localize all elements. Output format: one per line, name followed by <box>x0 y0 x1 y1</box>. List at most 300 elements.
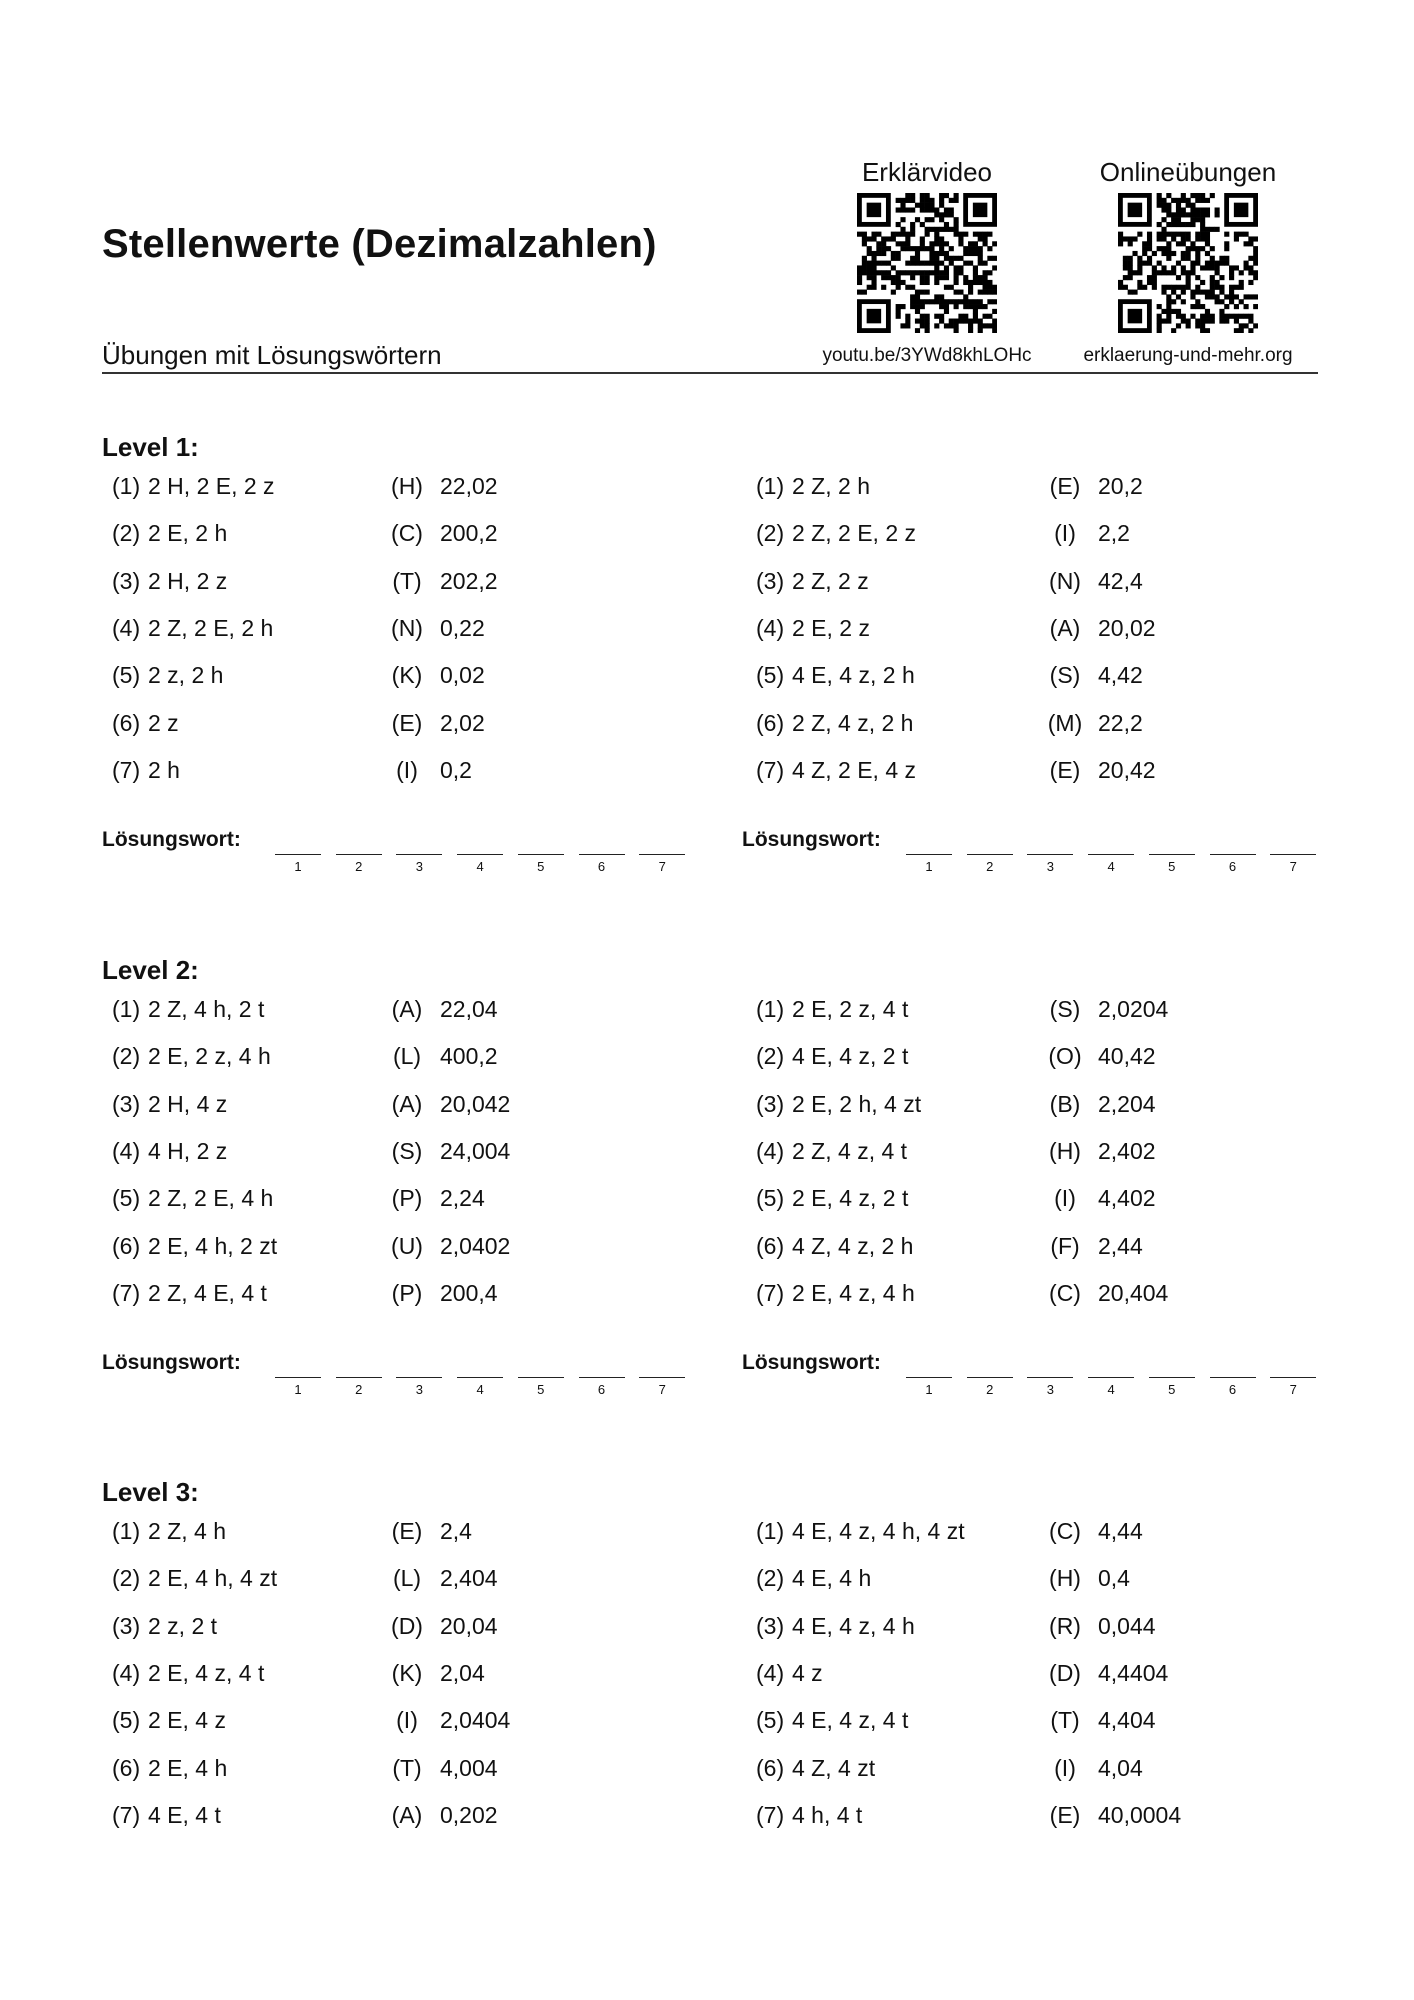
option-letter: (N) <box>391 614 423 641</box>
answer-option <box>382 1185 485 1212</box>
solution-letter-slot[interactable] <box>1210 1377 1256 1378</box>
solution-slot-number: 2 <box>986 859 994 874</box>
exercise-item <box>112 996 264 1023</box>
exercise-item <box>756 473 870 500</box>
exercise-text: 2 Z, 2 E, 2 h <box>148 614 274 641</box>
option-letter: (U) <box>391 1232 423 1259</box>
exercise-item <box>756 1185 908 1212</box>
exercise-text: 4 Z, 4 zt <box>792 1754 876 1781</box>
exercise-item <box>756 1802 862 1829</box>
option-letter: (D) <box>391 1612 423 1639</box>
answer-option <box>382 662 485 689</box>
option-value: 22,02 <box>440 473 498 499</box>
solution-word-label-right: Lösungswort: <box>742 1351 881 1374</box>
exercise-number: (7) <box>756 1279 785 1306</box>
answer-option <box>382 1043 498 1070</box>
exercise-number: (5) <box>756 1185 785 1212</box>
answer-option <box>382 1755 498 1782</box>
exercise-text: 2 z, 2 t <box>148 1612 218 1639</box>
option-value: 2,4 <box>440 1518 472 1544</box>
exercise-number: (3) <box>756 1612 785 1639</box>
exercise-text: 2 H, 2 E, 2 z <box>148 473 275 499</box>
solution-letter-slot[interactable] <box>457 854 503 855</box>
page-subtitle: Übungen mit Lösungswörtern <box>102 340 442 370</box>
option-value: 2,04 <box>440 1659 485 1686</box>
exercise-text: 2 H, 4 z <box>148 1090 228 1117</box>
option-letter: (H) <box>1049 1565 1081 1592</box>
exercise-number: (6) <box>112 1232 141 1259</box>
exercise-item <box>112 710 179 737</box>
solution-letter-slot[interactable] <box>396 1377 442 1378</box>
exercise-number: (6) <box>112 1754 141 1781</box>
exercise-item <box>112 1565 277 1592</box>
solution-word-label-left: Lösungswort: <box>102 1351 241 1374</box>
exercise-text: 2 E, 2 z, 4 h <box>148 1043 271 1070</box>
option-letter: (E) <box>391 1518 423 1544</box>
exercise-item <box>112 1518 226 1545</box>
exercise-number: (1) <box>112 996 141 1022</box>
solution-slot-number: 4 <box>476 1382 484 1397</box>
answer-option <box>1040 568 1143 595</box>
solution-letter-slot[interactable] <box>1149 854 1195 855</box>
exercise-text: 4 Z, 4 z, 2 h <box>792 1232 914 1259</box>
option-value: 0,22 <box>440 614 485 641</box>
exercise-text: 2 Z, 4 E, 4 t <box>148 1279 267 1306</box>
exercise-item <box>756 996 908 1023</box>
solution-word-label-left: Lösungswort: <box>102 828 241 851</box>
exercise-item <box>756 1518 965 1545</box>
solution-slot-number: 1 <box>925 1382 933 1397</box>
solution-slot-number: 2 <box>355 1382 363 1397</box>
exercise-item <box>112 1802 221 1829</box>
exercise-item <box>756 615 870 642</box>
exercise-item <box>756 662 915 689</box>
option-value: 22,2 <box>1098 709 1143 736</box>
option-value: 4,404 <box>1098 1707 1156 1734</box>
exercise-text: 4 E, 4 z, 4 t <box>792 1707 909 1734</box>
exercise-number: (3) <box>112 1612 141 1639</box>
answer-option <box>1040 1613 1156 1640</box>
exercise-number: (2) <box>756 520 785 547</box>
exercise-number: (3) <box>112 567 141 594</box>
answer-option <box>382 710 485 737</box>
option-value: 0,4 <box>1098 1565 1130 1592</box>
answer-option <box>1040 1518 1143 1545</box>
answer-option <box>382 1802 498 1829</box>
exercise-item <box>112 1755 227 1782</box>
exercise-number: (4) <box>112 1659 141 1686</box>
answer-option <box>1040 1565 1130 1592</box>
option-value: 20,2 <box>1098 473 1143 499</box>
option-letter: (T) <box>1050 1707 1080 1734</box>
exercise-number: (2) <box>112 1565 141 1592</box>
solution-slot-number: 4 <box>1107 1382 1115 1397</box>
exercise-text: 2 h <box>148 756 180 783</box>
option-letter: (B) <box>1049 1090 1081 1117</box>
exercise-item <box>756 1613 915 1640</box>
exercise-item <box>756 757 916 784</box>
solution-slot-number: 5 <box>537 1382 545 1397</box>
option-value: 2,44 <box>1098 1232 1143 1259</box>
exercise-item <box>756 1707 908 1734</box>
exercise-item <box>112 1660 264 1687</box>
answer-option <box>382 1138 510 1165</box>
solution-letter-slot[interactable] <box>1027 1377 1073 1378</box>
answer-option <box>1040 1091 1156 1118</box>
answer-option <box>1040 1233 1143 1260</box>
exercise-text: 4 H, 2 z <box>148 1137 228 1164</box>
exercise-item <box>112 1091 227 1118</box>
option-letter: (M) <box>1047 709 1083 736</box>
exercise-text: 2 Z, 4 h <box>148 1518 226 1544</box>
solution-word-label-right: Lösungswort: <box>742 828 881 851</box>
solution-slot-number: 7 <box>658 1382 666 1397</box>
solution-letter-slot[interactable] <box>336 1377 382 1378</box>
exercise-number: (3) <box>756 567 785 594</box>
solution-letter-slot[interactable] <box>579 1377 625 1378</box>
option-value: 200,4 <box>440 1279 498 1306</box>
option-letter: (L) <box>392 1043 422 1070</box>
option-letter: (C) <box>1049 1279 1081 1306</box>
solution-slot-number: 7 <box>1289 1382 1297 1397</box>
exercise-number: (2) <box>756 1043 785 1070</box>
answer-option <box>1040 1185 1156 1212</box>
exercise-item <box>112 662 223 689</box>
exercise-text: 2 E, 2 h, 4 zt <box>792 1090 922 1117</box>
exercise-number: (2) <box>756 1565 785 1592</box>
exercise-item <box>112 757 180 784</box>
option-value: 2,0402 <box>440 1232 511 1259</box>
answer-option <box>382 473 498 500</box>
option-letter: (E) <box>1049 756 1081 783</box>
option-value: 2,402 <box>1098 1137 1156 1164</box>
option-letter: (I) <box>396 756 418 783</box>
solution-slot-number: 7 <box>658 859 666 874</box>
option-value: 2,02 <box>440 709 485 736</box>
solution-letter-slot[interactable] <box>275 1377 321 1378</box>
solution-slot-number: 1 <box>294 1382 302 1397</box>
option-value: 200,2 <box>440 520 498 547</box>
exercise-item <box>112 1707 226 1734</box>
qr-online-url[interactable]: erklaerung-und-mehr.org <box>1083 345 1293 366</box>
exercise-item <box>756 520 916 547</box>
solution-letter-slot[interactable] <box>579 854 625 855</box>
exercise-number: (5) <box>112 662 141 689</box>
solution-letter-slot[interactable] <box>639 854 685 855</box>
exercise-number: (1) <box>756 1518 785 1544</box>
option-letter: (S) <box>391 1137 423 1164</box>
answer-option <box>1040 1755 1143 1782</box>
solution-slot-number: 5 <box>537 859 545 874</box>
answer-option <box>1040 662 1143 689</box>
exercise-item <box>756 1043 908 1070</box>
answer-option <box>1040 1802 1181 1829</box>
answer-option <box>382 1660 485 1687</box>
exercise-number: (6) <box>756 1754 785 1781</box>
option-letter: (S) <box>1049 662 1081 689</box>
exercise-text: 2 E, 2 z <box>792 614 870 641</box>
level-heading: Level 2: <box>102 955 199 985</box>
solution-letter-slot[interactable] <box>1270 1377 1316 1378</box>
exercise-item <box>112 1185 273 1212</box>
solution-letter-slot[interactable] <box>967 1377 1013 1378</box>
exercise-text: 4 E, 4 z, 2 h <box>792 662 915 689</box>
option-value: 24,004 <box>440 1137 511 1164</box>
exercise-text: 2 z <box>148 709 179 736</box>
solution-letter-slot[interactable] <box>518 1377 564 1378</box>
exercise-number: (4) <box>756 1137 785 1164</box>
exercise-text: 4 h, 4 t <box>792 1801 863 1828</box>
exercise-number: (5) <box>112 1707 141 1734</box>
exercise-number: (1) <box>112 473 141 499</box>
option-value: 400,2 <box>440 1043 498 1070</box>
exercise-text: 2 E, 4 z, 4 t <box>148 1659 265 1686</box>
answer-option <box>382 1565 498 1592</box>
solution-slot-number: 3 <box>415 859 423 874</box>
solution-slot-number: 6 <box>597 1382 606 1397</box>
answer-option <box>1040 710 1143 737</box>
qr-video-url[interactable]: youtu.be/3YWd8khLOHc <box>822 345 1032 366</box>
option-value: 0,2 <box>440 756 472 783</box>
option-letter: (T) <box>392 567 422 594</box>
option-letter: (D) <box>1049 1659 1081 1686</box>
exercise-text: 2 z, 2 h <box>148 662 224 689</box>
option-letter: (T) <box>392 1754 422 1781</box>
option-letter: (S) <box>1049 996 1081 1022</box>
option-value: 4,44 <box>1098 1518 1143 1544</box>
exercise-number: (1) <box>756 996 785 1022</box>
exercise-number: (7) <box>756 756 785 783</box>
answer-option <box>382 615 485 642</box>
answer-option <box>1040 520 1130 547</box>
solution-slot-number: 6 <box>1228 859 1237 874</box>
option-value: 4,4404 <box>1098 1659 1169 1686</box>
option-letter: (P) <box>391 1279 423 1306</box>
solution-letter-slot[interactable] <box>1027 854 1073 855</box>
exercise-item <box>112 1138 227 1165</box>
option-value: 0,044 <box>1098 1612 1156 1639</box>
exercise-number: (6) <box>756 1232 785 1259</box>
exercise-text: 2 Z, 2 h <box>792 473 870 499</box>
option-letter: (P) <box>391 1185 423 1212</box>
solution-slot-number: 6 <box>597 859 606 874</box>
option-letter: (E) <box>391 709 423 736</box>
exercise-number: (6) <box>756 709 785 736</box>
exercise-text: 2 Z, 4 h, 2 t <box>148 996 265 1022</box>
answer-option <box>1040 1660 1168 1687</box>
answer-option <box>382 1518 472 1545</box>
exercise-item <box>756 1233 913 1260</box>
option-value: 4,42 <box>1098 662 1143 689</box>
exercise-item <box>756 1091 921 1118</box>
option-value: 0,02 <box>440 662 485 689</box>
option-value: 4,402 <box>1098 1185 1156 1212</box>
header-divider <box>102 372 1318 374</box>
answer-option <box>1040 1043 1156 1070</box>
answer-option <box>382 1280 498 1307</box>
exercise-number: (4) <box>112 1137 141 1164</box>
answer-option <box>1040 473 1143 500</box>
solution-slot-number: 1 <box>294 859 302 874</box>
option-value: 20,04 <box>440 1612 498 1639</box>
exercise-text: 2 H, 2 z <box>148 567 228 594</box>
exercise-text: 4 Z, 2 E, 4 z <box>792 756 916 783</box>
exercise-item <box>756 1755 875 1782</box>
option-letter: (C) <box>391 520 423 547</box>
answer-option <box>382 1707 510 1734</box>
option-letter: (A) <box>391 996 423 1022</box>
answer-option <box>382 1233 510 1260</box>
answer-option <box>1040 615 1156 642</box>
option-value: 22,04 <box>440 996 498 1022</box>
solution-letter-slot[interactable] <box>1088 1377 1134 1378</box>
solution-letter-slot[interactable] <box>336 854 382 855</box>
option-value: 20,404 <box>1098 1279 1169 1306</box>
solution-letter-slot[interactable] <box>518 854 564 855</box>
answer-option <box>382 1613 498 1640</box>
exercise-item <box>756 710 913 737</box>
option-letter: (E) <box>1049 1801 1081 1828</box>
solution-slot-number: 3 <box>1046 859 1054 874</box>
option-value: 2,0404 <box>440 1707 511 1734</box>
solution-slot-number: 4 <box>476 859 484 874</box>
option-value: 2,0204 <box>1098 996 1169 1022</box>
exercise-number: (5) <box>756 662 785 689</box>
qr-code-video[interactable] <box>857 193 997 333</box>
exercise-number: (1) <box>756 473 785 499</box>
exercise-text: 2 E, 4 h, 4 zt <box>148 1565 278 1592</box>
exercise-text: 4 E, 4 t <box>148 1801 221 1828</box>
exercise-item <box>756 1660 823 1687</box>
option-value: 202,2 <box>440 567 498 594</box>
answer-option <box>382 757 472 784</box>
option-value: 20,042 <box>440 1090 511 1117</box>
solution-slot-number: 6 <box>1228 1382 1237 1397</box>
exercise-number: (6) <box>112 709 141 736</box>
solution-slot-number: 7 <box>1289 859 1297 874</box>
solution-letter-slot[interactable] <box>1088 854 1134 855</box>
solution-letter-slot[interactable] <box>275 854 321 855</box>
option-letter: (N) <box>1049 567 1081 594</box>
exercise-number: (3) <box>756 1090 785 1117</box>
option-value: 20,02 <box>1098 614 1156 641</box>
exercise-number: (1) <box>112 1518 141 1544</box>
option-letter: (I) <box>396 1707 418 1734</box>
solution-letter-slot[interactable] <box>1149 1377 1195 1378</box>
level-heading: Level 1: <box>102 432 199 462</box>
exercise-number: (7) <box>112 756 141 783</box>
exercise-item <box>756 1138 907 1165</box>
exercise-text: 2 Z, 4 z, 4 t <box>792 1137 908 1164</box>
option-letter: (I) <box>1054 1754 1076 1781</box>
option-value: 0,202 <box>440 1801 498 1828</box>
exercise-text: 2 E, 2 z, 4 t <box>792 996 909 1022</box>
option-value: 40,42 <box>1098 1043 1156 1070</box>
exercise-text: 4 E, 4 h <box>792 1565 872 1592</box>
exercise-item <box>112 568 227 595</box>
solution-slot-number: 2 <box>355 859 363 874</box>
option-letter: (H) <box>391 473 423 499</box>
exercise-item <box>756 1280 915 1307</box>
option-value: 2,204 <box>1098 1090 1156 1117</box>
exercise-item <box>756 568 869 595</box>
exercise-text: 4 z <box>792 1659 823 1686</box>
solution-slot-number: 3 <box>1046 1382 1054 1397</box>
option-letter: (A) <box>391 1090 423 1117</box>
option-letter: (L) <box>392 1565 422 1592</box>
solution-slot-number: 4 <box>1107 859 1115 874</box>
answer-option <box>1040 1280 1168 1307</box>
exercise-text: 2 Z, 2 E, 2 z <box>792 520 916 547</box>
solution-slot-number: 1 <box>925 859 933 874</box>
solution-letter-slot[interactable] <box>396 854 442 855</box>
exercise-number: (7) <box>756 1801 785 1828</box>
exercise-text: 2 E, 4 z, 2 t <box>792 1185 909 1212</box>
solution-letter-slot[interactable] <box>1270 854 1316 855</box>
exercise-text: 4 E, 4 z, 4 h, 4 zt <box>792 1518 965 1544</box>
option-letter: (A) <box>1049 614 1081 641</box>
solution-slot-number: 2 <box>986 1382 994 1397</box>
solution-letter-slot[interactable] <box>457 1377 503 1378</box>
qr-code-online[interactable] <box>1118 193 1258 333</box>
option-value: 2,2 <box>1098 520 1130 547</box>
option-letter: (O) <box>1048 1043 1082 1070</box>
option-letter: (H) <box>1049 1137 1081 1164</box>
answer-option <box>382 996 498 1023</box>
solution-slot-number: 3 <box>415 1382 423 1397</box>
exercise-item <box>112 1613 217 1640</box>
solution-letter-slot[interactable] <box>967 854 1013 855</box>
solution-slot-number: 5 <box>1168 859 1176 874</box>
exercise-text: 2 Z, 2 z <box>792 567 869 594</box>
exercise-item <box>112 520 227 547</box>
option-letter: (K) <box>391 1659 423 1686</box>
exercise-number: (5) <box>756 1707 785 1734</box>
answer-option <box>1040 757 1156 784</box>
option-value: 40,0004 <box>1098 1801 1182 1828</box>
solution-letter-slot[interactable] <box>639 1377 685 1378</box>
answer-option <box>382 520 498 547</box>
exercise-text: 2 E, 4 z <box>148 1707 226 1734</box>
exercise-number: (4) <box>756 614 785 641</box>
qr-online-label: Onlineübungen <box>1099 157 1277 187</box>
exercise-text: 2 Z, 4 z, 2 h <box>792 709 914 736</box>
exercise-item <box>112 1233 277 1260</box>
option-value: 4,04 <box>1098 1754 1143 1781</box>
exercise-text: 4 E, 4 z, 2 t <box>792 1043 909 1070</box>
level-heading: Level 3: <box>102 1477 199 1507</box>
exercise-item <box>756 1565 871 1592</box>
solution-letter-slot[interactable] <box>906 854 952 855</box>
exercise-number: (2) <box>112 1043 141 1070</box>
exercise-number: (4) <box>112 614 141 641</box>
exercise-text: 2 E, 4 z, 4 h <box>792 1279 915 1306</box>
answer-option <box>1040 996 1168 1023</box>
exercise-number: (2) <box>112 520 141 547</box>
answer-option <box>382 1091 510 1118</box>
exercise-item <box>112 473 275 500</box>
exercise-item <box>112 615 273 642</box>
option-letter: (C) <box>1049 1518 1081 1544</box>
exercise-number: (7) <box>112 1279 141 1306</box>
option-letter: (A) <box>391 1801 423 1828</box>
solution-letter-slot[interactable] <box>906 1377 952 1378</box>
option-value: 2,24 <box>440 1185 485 1212</box>
solution-slot-number: 5 <box>1168 1382 1176 1397</box>
solution-letter-slot[interactable] <box>1210 854 1256 855</box>
exercise-item <box>112 1043 271 1070</box>
answer-option <box>382 568 498 595</box>
